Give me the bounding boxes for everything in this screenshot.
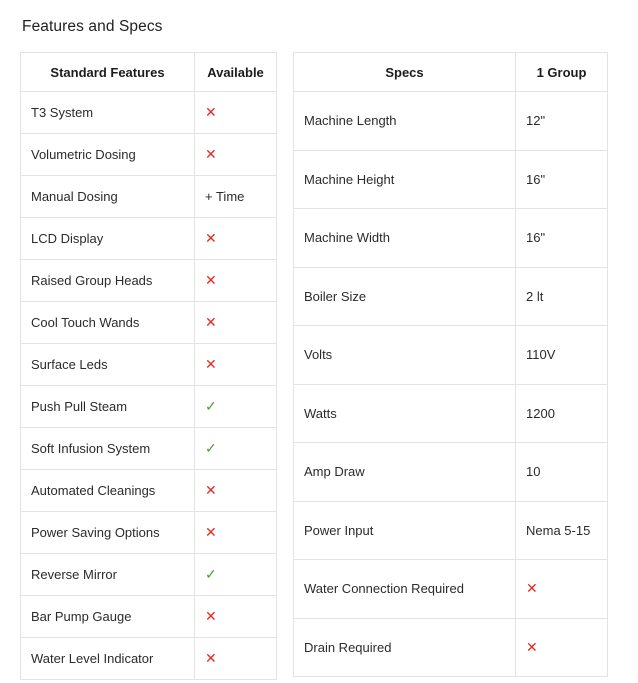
specs-table-body xyxy=(294,92,608,677)
table-header-row xyxy=(294,53,608,92)
row-label: Bar Pump Gauge xyxy=(21,596,195,638)
cross-icon: ✕ xyxy=(526,580,538,597)
row-value xyxy=(195,176,277,218)
row-label: Amp Draw xyxy=(294,443,516,502)
table-row xyxy=(21,218,277,260)
row-value-text: 16" xyxy=(526,230,546,246)
table-row xyxy=(21,470,277,512)
row-label: T3 System xyxy=(21,92,195,134)
row-label: Power Input xyxy=(294,501,516,560)
table-row xyxy=(21,344,277,386)
row-label: Machine Width xyxy=(294,209,516,268)
row-value-unavailable xyxy=(195,134,277,176)
cross-icon: ✕ xyxy=(205,650,217,666)
row-label: Push Pull Steam xyxy=(21,386,195,428)
column-header-available: Available xyxy=(195,53,277,92)
row-label: Automated Cleanings xyxy=(21,470,195,512)
table-row xyxy=(21,134,277,176)
row-label: Boiler Size xyxy=(294,267,516,326)
column-header-standard-features: Standard Features xyxy=(21,53,195,92)
cross-icon: ✕ xyxy=(205,230,217,246)
row-label: Machine Height xyxy=(294,150,516,209)
row-value-text: 2 lt xyxy=(526,288,544,304)
row-value xyxy=(516,326,608,385)
row-label: Cool Touch Wands xyxy=(21,302,195,344)
table-row xyxy=(21,596,277,638)
row-value xyxy=(516,150,608,209)
row-label: Water Level Indicator xyxy=(21,638,195,680)
table-row xyxy=(294,560,608,619)
row-label: Surface Leds xyxy=(21,344,195,386)
row-label: LCD Display xyxy=(21,218,195,260)
row-label: Soft Infusion System xyxy=(21,428,195,470)
row-value-unavailable xyxy=(516,560,608,619)
row-value-unavailable xyxy=(195,512,277,554)
row-value-unavailable xyxy=(195,596,277,638)
row-value xyxy=(516,501,608,560)
table-row xyxy=(294,326,608,385)
standard-features-table xyxy=(20,52,277,680)
table-row xyxy=(294,150,608,209)
row-value-unavailable xyxy=(195,638,277,680)
tables-container xyxy=(20,52,618,680)
row-label: Manual Dosing xyxy=(21,176,195,218)
specs-table xyxy=(293,52,608,677)
table-row xyxy=(294,618,608,677)
row-value-text: + Time xyxy=(205,189,245,204)
row-value-unavailable xyxy=(516,618,608,677)
cross-icon: ✕ xyxy=(205,524,217,540)
table-row xyxy=(21,386,277,428)
row-value xyxy=(516,209,608,268)
row-value-unavailable xyxy=(195,92,277,134)
row-value-text: 110V xyxy=(526,347,556,363)
row-value-available xyxy=(195,554,277,596)
table-row xyxy=(294,92,608,151)
cross-icon: ✕ xyxy=(205,356,217,372)
check-icon: ✓ xyxy=(205,440,217,456)
row-value-available xyxy=(195,428,277,470)
row-label: Power Saving Options xyxy=(21,512,195,554)
row-value-unavailable xyxy=(195,470,277,512)
table-row xyxy=(294,384,608,443)
cross-icon: ✕ xyxy=(526,638,538,655)
table-row xyxy=(21,302,277,344)
row-value xyxy=(516,384,608,443)
row-value-unavailable xyxy=(195,218,277,260)
row-value-text: 16" xyxy=(526,171,546,187)
table-row xyxy=(294,501,608,560)
cross-icon: ✕ xyxy=(205,608,217,624)
cross-icon: ✕ xyxy=(205,104,217,120)
check-icon: ✓ xyxy=(205,566,217,582)
row-value-text: 10 xyxy=(526,464,541,480)
table-row xyxy=(21,428,277,470)
table-header-row xyxy=(21,53,277,92)
row-value-text: Nema 5-15 xyxy=(526,522,591,538)
table-row xyxy=(21,260,277,302)
row-value xyxy=(516,92,608,151)
row-value-text: 1200 xyxy=(526,405,555,421)
row-value xyxy=(516,443,608,502)
table-row xyxy=(21,92,277,134)
row-value-unavailable xyxy=(195,302,277,344)
row-value xyxy=(516,267,608,326)
cross-icon: ✕ xyxy=(205,482,217,498)
table-row xyxy=(294,209,608,268)
page-title: Features and Specs xyxy=(22,18,163,35)
column-header-1-group: 1 Group xyxy=(516,53,608,92)
table-row xyxy=(294,443,608,502)
row-label: Volumetric Dosing xyxy=(21,134,195,176)
cross-icon: ✕ xyxy=(205,314,217,330)
row-label: Raised Group Heads xyxy=(21,260,195,302)
row-value-unavailable xyxy=(195,344,277,386)
row-value-available xyxy=(195,386,277,428)
row-label: Reverse Mirror xyxy=(21,554,195,596)
row-label: Watts xyxy=(294,384,516,443)
features-table-body xyxy=(21,92,277,680)
table-row xyxy=(294,267,608,326)
check-icon: ✓ xyxy=(205,398,217,414)
row-value-unavailable xyxy=(195,260,277,302)
table-row xyxy=(21,554,277,596)
row-label: Drain Required xyxy=(294,618,516,677)
cross-icon: ✕ xyxy=(205,272,217,288)
table-row xyxy=(21,176,277,218)
cross-icon: ✕ xyxy=(205,146,217,162)
row-value-text: 12" xyxy=(526,113,546,129)
row-label: Water Connection Required xyxy=(294,560,516,619)
row-label: Machine Length xyxy=(294,92,516,151)
row-label: Volts xyxy=(294,326,516,385)
column-header-specs: Specs xyxy=(294,53,516,92)
table-row xyxy=(21,638,277,680)
table-row xyxy=(21,512,277,554)
